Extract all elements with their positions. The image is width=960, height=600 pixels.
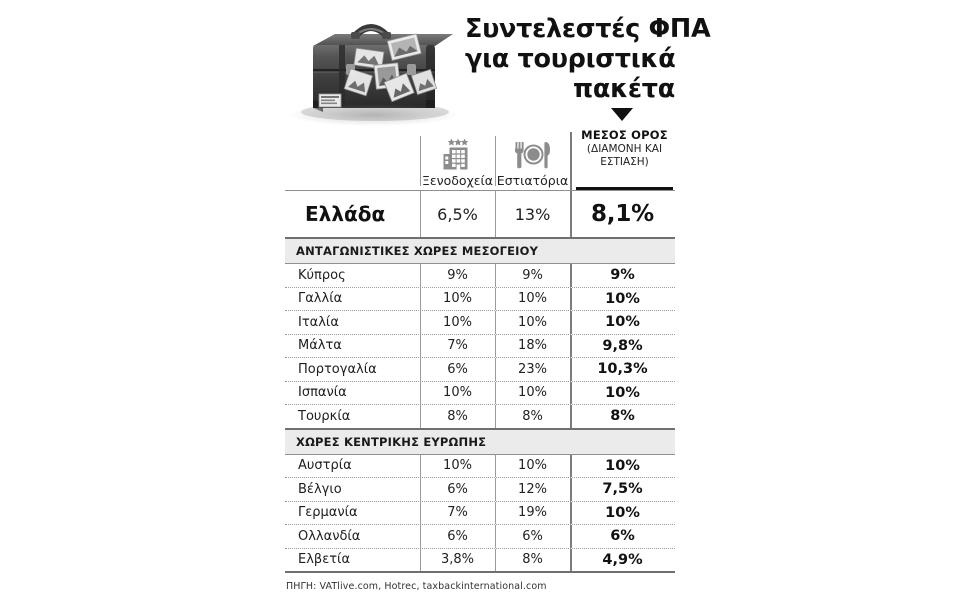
triangle-down-icon (611, 108, 633, 121)
row-average-value: 9,8% (570, 335, 675, 358)
row-country-label: Βέλγιο (298, 481, 342, 497)
rule-end-section-2 (285, 571, 675, 573)
row-hotels-value: 6% (420, 525, 495, 548)
row-hotels-value: 10% (420, 288, 495, 311)
row-hotels-value: 7% (420, 502, 495, 525)
table-row (285, 525, 675, 548)
restaurant-icon-svg (514, 140, 552, 170)
row-country-label: Ελβετία (298, 552, 351, 568)
section-header-mediterranean (285, 239, 675, 263)
row-average-value: 10% (570, 311, 675, 334)
header-sublabel-line2: ΕΣΤΙΑΣΗ) (600, 155, 649, 168)
table-header-row (285, 126, 675, 190)
vat-rates-table (285, 126, 675, 573)
row-hotels-value: 6% (420, 358, 495, 381)
table-row (285, 311, 675, 334)
header-label-hotels: Ξενοδοχεία (421, 173, 494, 188)
table-row (285, 455, 675, 478)
row-average-value: 6% (570, 525, 675, 548)
row-restaurants-value: 8% (495, 549, 570, 572)
page-title (465, 14, 711, 121)
row-average-value: 9% (570, 264, 675, 287)
row-hotels-value: 9% (420, 264, 495, 287)
row-country-label: Ισπανία (298, 385, 347, 401)
row-restaurants-value: 6% (495, 525, 570, 548)
row-hotels-value: 10% (420, 382, 495, 405)
restaurant-icon (514, 140, 552, 170)
row-average-value: 10% (570, 502, 675, 525)
row-restaurants-value: 19% (495, 502, 570, 525)
header-cell-restaurants (495, 126, 570, 190)
row-country-label: Ιταλία (298, 314, 339, 330)
row-country-label: Γερμανία (298, 505, 358, 521)
rows-mediterranean (285, 264, 675, 428)
source-note: ΠΗΓΗ: VATlive.com, Hotrec, taxbackinternational.com (286, 581, 547, 592)
row-restaurants-value: 12% (495, 478, 570, 501)
title-line-2: για τουριστικά (465, 44, 676, 74)
row-country-label: Πορτογαλία (298, 361, 377, 377)
header-sublabel-line1: (ΔΙΑΜΟΝΗ ΚΑΙ (586, 143, 663, 155)
row-country-label: Μάλτα (298, 338, 342, 354)
row-average-value: 7,5% (570, 478, 675, 501)
row-hotels-value: 6% (420, 478, 495, 501)
row-hotels-value: 3,8% (420, 549, 495, 572)
row-hotels-value: 10% (420, 311, 495, 334)
section-heading-text-2: ΧΩΡΕΣ ΚΕΝΤΡΙΚΗΣ ΕΥΡΩΠΗΣ (296, 434, 487, 449)
table-row-greece (285, 191, 675, 237)
row-restaurants-value: 8% (495, 405, 570, 428)
hotel-icon (443, 138, 473, 170)
row-country-label: Τουρκία (298, 408, 351, 424)
row-country-label: Γαλλία (298, 291, 343, 307)
header-cell-hotels (420, 126, 495, 190)
rows-central-europe (285, 455, 675, 572)
table-row (285, 288, 675, 311)
row-restaurants-value: 9% (495, 264, 570, 287)
table-row (285, 382, 675, 405)
suitcase-illustration (283, 12, 461, 126)
row-average-value: 10,3% (570, 358, 675, 381)
section-header-central-europe (285, 430, 675, 454)
header-cell-average (570, 126, 675, 190)
title-line-3: πακέτα (573, 74, 675, 104)
row-restaurants-value: 10% (495, 288, 570, 311)
greece-average-value: 8,1% (570, 191, 675, 237)
greece-country-label: Ελλάδα (305, 202, 386, 226)
header-sublabel-average (587, 143, 662, 168)
table-row (285, 502, 675, 525)
table-row (285, 358, 675, 381)
header-area (283, 8, 711, 126)
table-row (285, 478, 675, 501)
row-hotels-value: 10% (420, 455, 495, 478)
suitcase-shadow (289, 104, 457, 126)
row-restaurants-value: 10% (495, 382, 570, 405)
header-label-average: ΜΕΣΟΣ ΟΡΟΣ (581, 128, 668, 142)
row-average-value: 10% (570, 382, 675, 405)
row-average-value: 4,9% (570, 549, 675, 572)
table-row (285, 405, 675, 428)
row-average-value: 10% (570, 288, 675, 311)
row-average-value: 8% (570, 405, 675, 428)
table-row (285, 335, 675, 358)
row-country-label: Αυστρία (298, 458, 352, 474)
average-header-underline (576, 187, 673, 190)
header-label-restaurants: Εστιατόρια (496, 173, 569, 188)
row-average-value: 10% (570, 455, 675, 478)
section-heading-text-1: ΑΝΤΑΓΩΝΙΣΤΙΚΕΣ ΧΩΡΕΣ ΜΕΣΟΓΕΙΟΥ (296, 244, 539, 258)
hotel-icon-svg (443, 138, 473, 170)
greece-hotels-value: 6,5% (420, 191, 495, 237)
row-hotels-value: 8% (420, 405, 495, 428)
row-restaurants-value: 10% (495, 311, 570, 334)
row-restaurants-value: 18% (495, 335, 570, 358)
greece-restaurants-value: 13% (495, 191, 570, 237)
row-hotels-value: 7% (420, 335, 495, 358)
row-restaurants-value: 23% (495, 358, 570, 381)
title-line-1: Συντελεστές ΦΠΑ (465, 14, 711, 44)
table-row (285, 264, 675, 287)
row-restaurants-value: 10% (495, 455, 570, 478)
row-country-label: Ολλανδία (298, 528, 361, 544)
header-cell-country (285, 126, 420, 190)
table-row (285, 549, 675, 572)
row-country-label: Κύπρος (298, 267, 346, 283)
